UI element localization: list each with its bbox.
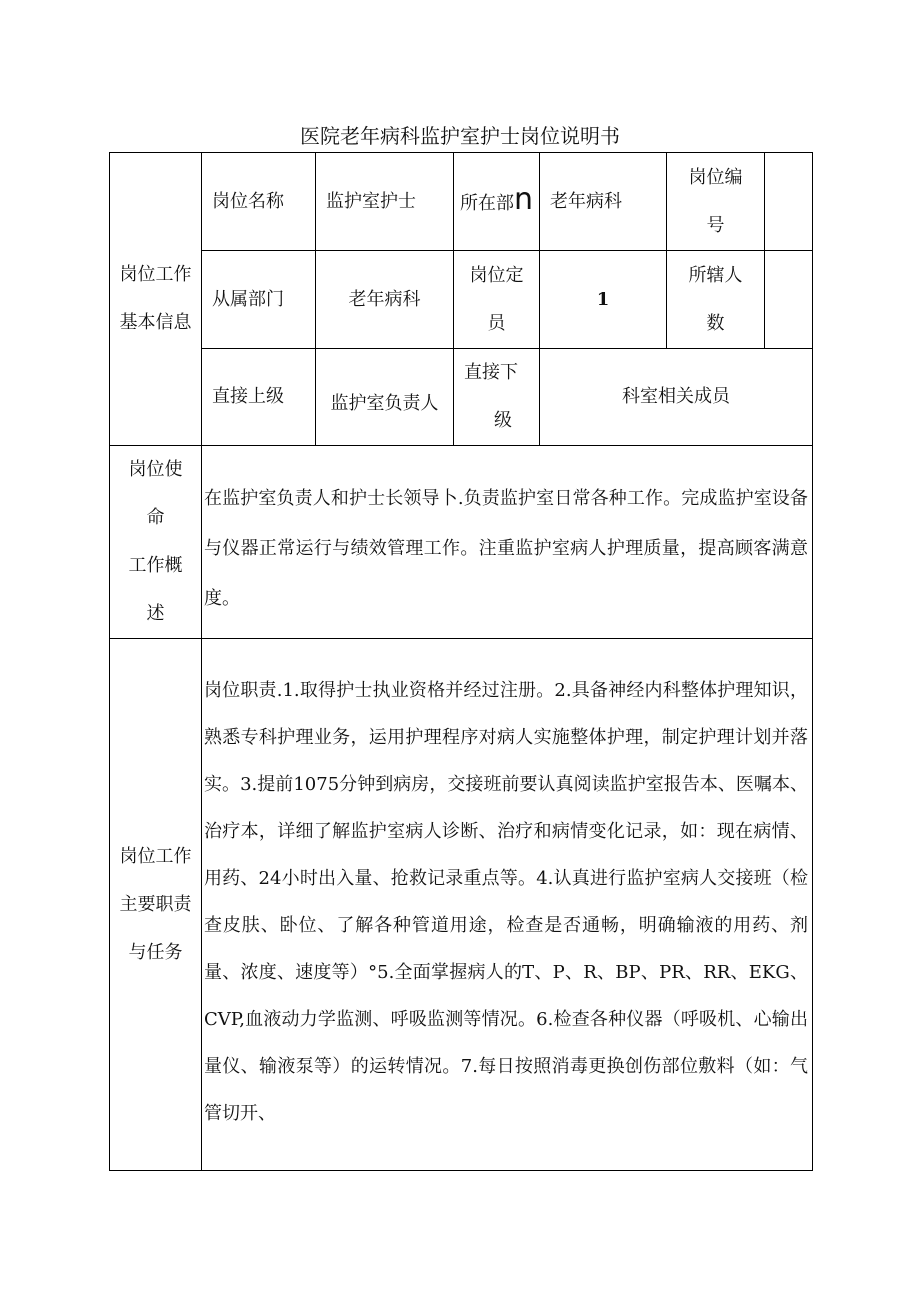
department-label-glyph: n	[513, 181, 533, 217]
position-number-label-line1: 岗位编	[688, 166, 743, 188]
department-label	[454, 153, 540, 251]
headcount-label	[454, 251, 540, 349]
duties-label-line3: 与任务	[128, 941, 183, 963]
mission-label-line3: 工作概	[128, 555, 183, 576]
mission-row	[110, 446, 813, 639]
duties-row	[110, 639, 813, 1171]
direct-superior-value: 监护室负责人	[316, 349, 454, 446]
affiliated-department-label: 从属部门	[202, 251, 316, 349]
subordinates-count-label	[667, 251, 765, 349]
mission-label-line2: 命	[146, 507, 165, 528]
document-title: 医院老年病科监护室护士岗位说明书	[300, 124, 620, 148]
subordinates-count-label-line2: 数	[706, 312, 725, 334]
direct-subordinate-label	[454, 349, 540, 446]
basic-info-label-line2: 基本信息	[119, 312, 192, 333]
direct-subordinate-label-line2: 级	[494, 410, 512, 431]
info-row-3	[110, 349, 813, 446]
department-value: 老年病科	[540, 153, 667, 251]
direct-subordinate-label-line1: 直接下	[464, 362, 518, 383]
info-row-1	[110, 153, 813, 251]
duties-text: 岗位职责.1.取得护士执业资格并经过注册。2.具备神经内科整体护理知识，熟悉专科护理业务，运用护理程序对病人实施整体护理，制定护理计划并落实。3.提前1075分钟到病房，交接班前要认真阅读监护室报告本、医嘱本、治疗本，详细了解监护室病人诊断、治疗和病情变化记录，如：现在病情、用药、24小时出入量、抢救记录重点等。4.认真进行监护室病人交接班（检查皮肤、卧位、了解各种管道用途，检查是否通畅，明确输液的用药、剂量、浓度、速度等）°5.全面掌握病人的T、P、R、BP、PR、RR、EKG、CVP,血液动力学监测、呼吸监测等情况。6.检查各种仪器（呼吸机、心输出量仪、输液泵等）的运转情况。7.每日按照消毒更换创伤部位敷料（如：气管切开、	[204, 680, 808, 1124]
position-name-label: 岗位名称	[202, 153, 316, 251]
mission-label-line1: 岗位使	[128, 459, 183, 480]
headcount-label-line2: 员	[487, 312, 506, 334]
headcount-label-line1: 岗位定	[469, 264, 524, 286]
duties-label-line2: 主要职责	[119, 893, 192, 915]
subordinates-count-label-line1: 所辖人	[688, 264, 743, 286]
mission-text: 在监护室负责人和护士长领导卜.负责监护室日常各种工作。完成监护室设备与仪器正常运行与绩效管理工作。注重监护室病人护理质量，提高顾客满意度。	[204, 488, 808, 609]
basic-info-label-line1: 岗位工作	[119, 264, 192, 285]
position-number-label	[667, 153, 765, 251]
mission-content	[202, 446, 813, 639]
mission-label-line4: 述	[146, 603, 165, 624]
subordinates-count-value	[765, 251, 813, 349]
duties-content	[202, 639, 813, 1171]
department-label-text: 所在部	[459, 192, 514, 214]
position-number-value	[765, 153, 813, 251]
direct-subordinate-value: 科室相关成员	[540, 349, 813, 446]
position-number-label-line2: 号	[706, 214, 725, 236]
basic-info-section-label	[110, 153, 202, 446]
mission-label	[110, 446, 202, 639]
position-name-value: 监护室护士	[316, 153, 454, 251]
affiliated-department-value: 老年病科	[316, 251, 454, 349]
headcount-value: 1	[540, 251, 667, 349]
duties-label	[110, 639, 202, 1171]
info-row-2	[110, 251, 813, 349]
direct-superior-label: 直接上级	[202, 349, 316, 446]
position-description-table	[109, 152, 813, 1171]
duties-label-line1: 岗位工作	[119, 845, 192, 867]
